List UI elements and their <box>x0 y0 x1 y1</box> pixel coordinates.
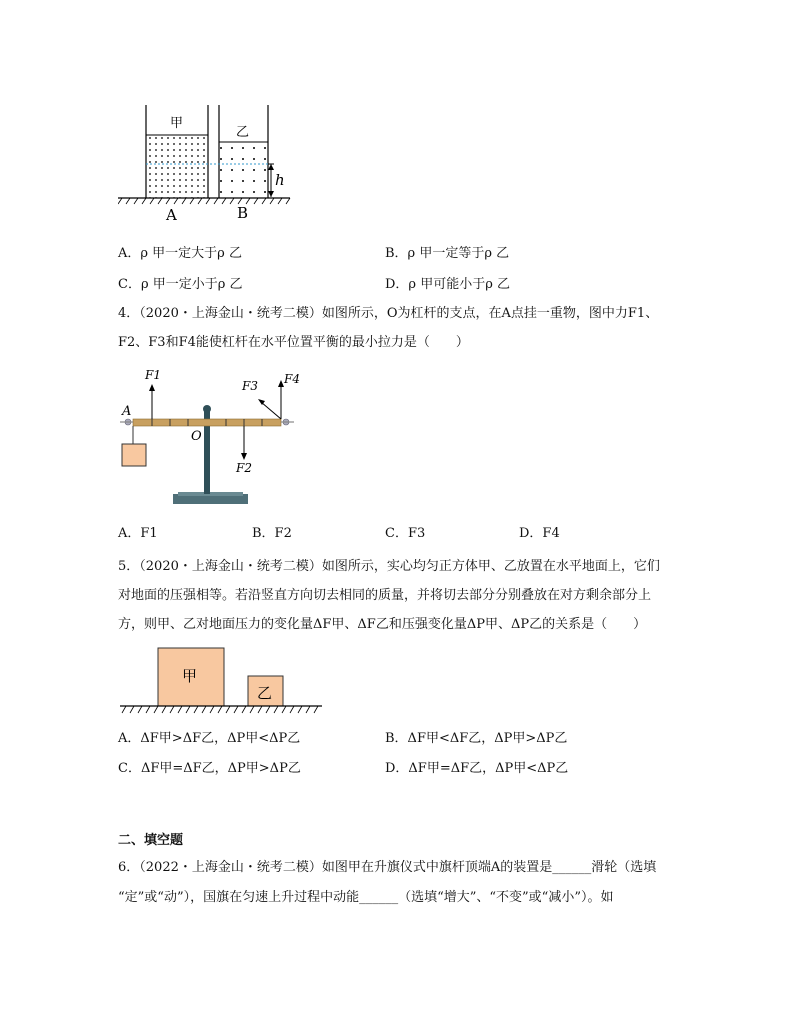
q4-option-d[interactable]: D．F4 <box>519 526 560 541</box>
block-yi-label: 乙 <box>257 684 273 702</box>
q4-option-c[interactable]: C．F3 <box>385 526 426 541</box>
label-jia: 甲 <box>170 116 184 131</box>
q6-text-line2: “定”或“动”），国旗在匀速上升过程中动能______（选填“增大”、“不变”或“减小”）。如 <box>118 890 614 905</box>
q5-option-a[interactable]: A．ΔF甲>ΔF乙，ΔP甲<ΔP乙 <box>118 731 301 746</box>
label-h: h <box>275 171 285 189</box>
q4-option-a[interactable]: A．F1 <box>118 526 158 541</box>
label-B: B <box>237 204 249 222</box>
q4-text-line2: F2、F3和F4能使杠杆在水平位置平衡的最小拉力是（ ） <box>118 335 469 350</box>
label-A: A <box>166 206 177 224</box>
q3-option-a[interactable]: A．ρ 甲一定大于ρ 乙 <box>118 246 242 261</box>
label-A-lever: A <box>122 404 132 419</box>
label-F3: F3 <box>242 379 258 393</box>
liquid-yi <box>219 142 268 198</box>
figure-blocks <box>118 645 328 720</box>
q5-option-b[interactable]: B．ΔF甲<ΔF乙，ΔP甲>ΔP乙 <box>385 731 568 746</box>
lever-rod <box>133 419 281 426</box>
label-F2: F2 <box>236 461 252 475</box>
q4-text-line1: 4．（2020・上海金山・统考二模）如图所示，O为杠杆的支点，在A点挂一重物，图中力F1、 <box>118 306 659 321</box>
section-title: 二、填空题 <box>118 833 184 848</box>
q3-option-b[interactable]: B．ρ 甲一定等于ρ 乙 <box>385 246 510 261</box>
q5-text-line1: 5．（2020・上海金山・统考二模）如图所示，实心均匀正方体甲、乙放置在水平地面上，它们 <box>118 559 660 574</box>
q5-option-c[interactable]: C．ΔF甲=ΔF乙，ΔP甲>ΔP乙 <box>118 761 301 776</box>
h-arrow <box>268 164 274 197</box>
q5-text-line2: 对地面的压强相等。若沿竖直方向切去相同的质量，并将切去部分分别叠放在对方剩余部分上 <box>118 588 652 603</box>
hanging-weight <box>122 444 146 466</box>
q5-option-d[interactable]: D．ΔF甲=ΔF乙，ΔP甲<ΔP乙 <box>385 761 569 776</box>
liquid-jia <box>146 135 208 198</box>
q3-option-c[interactable]: C．ρ 甲一定小于ρ 乙 <box>118 277 243 292</box>
label-F1: F1 <box>145 368 161 382</box>
q3-option-d[interactable]: D．ρ 甲可能小于ρ 乙 <box>385 277 510 292</box>
q4-option-b[interactable]: B．F2 <box>252 526 292 541</box>
q6-text-line1: 6．（2022・上海金山・统考二模）如图甲在升旗仪式中旗杆顶端A的装置是______滑轮（选填 <box>118 860 657 875</box>
label-yi: 乙 <box>236 125 250 140</box>
figure-containers <box>118 100 298 225</box>
label-O: O <box>191 429 202 444</box>
label-F4: F4 <box>284 372 300 386</box>
block-jia-label: 甲 <box>182 667 198 685</box>
q5-text-line3: 方，则甲、乙对地面压力的变化量ΔF甲、ΔF乙和压强变化量ΔP甲、ΔP乙的关系是（ ） <box>118 617 647 632</box>
figure-lever <box>118 366 308 511</box>
